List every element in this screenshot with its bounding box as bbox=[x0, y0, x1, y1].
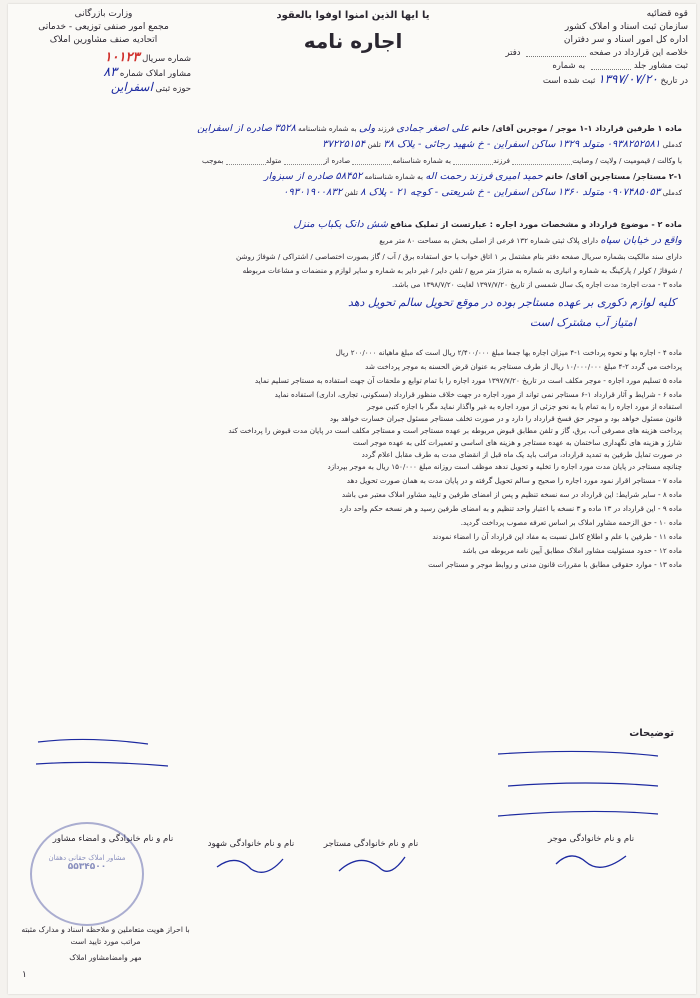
article-10-line: ماده ۱۰ - حق الزحمه مشاور املاک بر اساس تعرفه مصوب پرداخت گردید. bbox=[460, 518, 682, 527]
date-row: در تاریخ ۱۳۹۷/۰۷/۲۰ ثبت شده است bbox=[542, 72, 688, 86]
article-6-line-3: قانون مسئول خواهد بود و موجر حق فسخ قرارداد را دارد و در صورت تخلف مستاجر مسئول جبران خسارت خواهد بود bbox=[329, 414, 682, 423]
article-7-line: ماده ۷ - مستاجر اقرار نمود مورد اجاره را صحیح و سالم تحویل گرفته و در پایان مدت به همان صورت تحویل دهد bbox=[346, 476, 682, 485]
ministry-name: وزارت بازرگانی bbox=[74, 9, 133, 19]
district-value: اسفراین bbox=[110, 80, 153, 94]
article-6-line-4: پرداخت هزینه های مصرفی آب، برق، گاز و تلفن مطابق قبوض مربوطه بر عهده مستاجر است و مستاجر مکلف است در پایان مدت قبوض را پرداخت کند bbox=[228, 426, 682, 435]
article-1-line-1: ماده ۱ طرفین قرارداد ۱-۱ موجر / موجرین آقای/ خانم علی اصغر جمادی فرزند ولی به شماره شناسنامه ۳۵۲۸ صادره از اسفراین bbox=[197, 124, 682, 133]
article-6-line-6: در صورت تمایل طرفین به تمدید قرارداد، مراتب باید یک ماه قبل از انقضای مدت به طرف مقابل اعلام گردد bbox=[361, 450, 682, 459]
article-2-line-4: / شوفاژ / کولر / پارکینگ به شماره و انباری به شماره به متراژ متر مربع / تلفن دایر / غیر دایر به شماره و سایر لوازم و منضمات و مشاعات مربوطه bbox=[242, 266, 682, 275]
registration-date: ۱۳۹۷/۰۷/۲۰ bbox=[598, 72, 658, 86]
header-right bbox=[438, 8, 688, 88]
header-center bbox=[248, 10, 458, 53]
agent-signature-box: نام و نام خانوادگی و امضاء مشاور bbox=[52, 834, 174, 844]
article-8-line: ماده ۸ - سایر شرایط: این قرارداد در سه نسخه تنظیم و پس از امضای طرفین و تایید مشاور املاک معتبر می باشد bbox=[341, 490, 682, 499]
district-row: حوزه ثبتی اسفراین bbox=[110, 80, 191, 94]
consultant-value: ۸۳ bbox=[103, 65, 118, 80]
tenant-signature-box: نام و نام خانوادگی مستاجر bbox=[296, 839, 446, 882]
article-1-line-3: با وکالت / قیمومیت / ولایت / وصایت فرزند به شماره شناسنامه صادره از متولد بموجب bbox=[202, 156, 682, 165]
article-1-line-5: کدملی ۰۹۰۷۴۸۵۰۵۳ متولد ۱۳۶۰ ساکن اسفراین - خ شریعتی - کوچه ۲۱ - پلاک ۸ تلفن ۰۹۳۰۱۹۰۰۸۳۲ bbox=[283, 188, 682, 197]
reg-row: ثبت مشاور جلد به شماره bbox=[552, 61, 688, 71]
union-name: اتحادیه صنف مشاورین املاک bbox=[49, 35, 158, 45]
article-5-line: ماده ۵ تسلیم مورد اجاره - موجر مکلف است در تاریخ ۱۳۹۷/۷/۲۰ مورد اجاره را با تمام توابع و ملحقات آن جهت استفاده به مستاجر تسلیم نماید bbox=[254, 376, 682, 385]
article-9-line: ماده ۹ - این قرارداد در ۱۳ ماده و ۳ نسخه با اعتبار واحد تنظیم و به امضای طرفین رسید و هر نسخه حکم واحد دارد bbox=[339, 504, 682, 513]
agency-stamp: مشاور املاک حقانی دهقان ۵۵۳۴۵۰۰ bbox=[30, 822, 144, 926]
quran-verse: یا ایها الذین امنوا اوفوا بالعقود bbox=[276, 10, 430, 21]
article-1-line-4: ۲-۱ مستاجر/ مستاجرین آقای/ خانم حمید امیری فرزند رحمت اله به شماره شناسنامه ۵۸۴۵۲ صادره از سبزوار bbox=[263, 172, 682, 181]
landlord-signature-box: نام و نام خانوادگی موجر bbox=[516, 834, 666, 877]
article-13-line: ماده ۱۳ - موارد حقوقی مطابق با مقررات قانون مدنی و روابط موجر و مستاجر است bbox=[428, 560, 682, 569]
summary-row: خلاصه این قرارداد در صفحه دفتر bbox=[505, 48, 688, 58]
article-6-line-2: استفاده از مورد اجاره را به تمام یا به نحو جزئی از مورد اجاره به غیر واگذار نماید مگر با اجازه کتبی موجر bbox=[367, 402, 682, 411]
registry-dept: اداره کل امور اسناد و سر دفتران bbox=[563, 35, 688, 45]
notes-label: توضیحات bbox=[629, 728, 674, 739]
landlord-name: علی اصغر جمادی bbox=[396, 124, 470, 133]
tenant-name: حمید امیری bbox=[494, 172, 543, 181]
agent-footer-note-2: مراتب مورد تایید است bbox=[70, 937, 141, 946]
agent-footer-note-3: مهر وامضامشاور املاک bbox=[69, 953, 142, 962]
page-title: اجاره نامه bbox=[303, 29, 403, 53]
article-6-line-1: ماده ۶ - شرایط و آثار قرارداد ۱-۶ مستاجر نمی تواند از مورد اجاره در جهت خلاف منظور قرارداد (مسکونی، تجاری، اداری) استفاده نماید bbox=[274, 390, 682, 399]
judiciary-name: قوه قضائیه bbox=[646, 9, 688, 19]
article-12-line: ماده ۱۲ - حدود مسئولیت مشاور املاک مطابق آیین نامه مربوطه می باشد bbox=[462, 546, 682, 555]
article-6-line-5: شارژ و هزینه های نگهداری ساختمان به عهده مستاجر و هزینه های اساسی و تعمیرات کلی به عهده موجر است bbox=[353, 438, 682, 447]
article-2-line-2: واقع در خیابان سپاه دارای پلاک ثبتی شماره ۱۳۲ فرعی از اصلی بخش به مساحت ۸۰ متر مربع bbox=[379, 236, 682, 245]
handwritten-note-2: امتیاز آب مشترک است bbox=[529, 316, 636, 329]
article-1-line-2: کدملی ۰۹۳۸۲۵۲۵۸۱ متولد ۱۳۲۹ ساکن اسفراین - خ شهید رجائی - پلاک ۳۸ تلفن ۳۷۲۲۵۱۵۴ bbox=[322, 140, 682, 149]
landlord-signature bbox=[551, 844, 631, 874]
registry-org: سازمان ثبت اسناد و املاک کشور bbox=[564, 22, 688, 32]
serial-value: ۱۰۱۲۳ bbox=[104, 50, 140, 65]
tenant-signature bbox=[331, 849, 411, 879]
agent-footer-note-1: با احراز هویت متعاملین و ملاحظه اسناد و مدارک مثبته bbox=[21, 925, 190, 934]
witness-signature bbox=[211, 849, 291, 879]
serial-row: شماره سریال ۱۰۱۲۳ bbox=[104, 50, 191, 65]
article-2-line-3: دارای سند مالکیت بشماره سریال صفحه دفتر بنام مشتمل بر ۱ اتاق خواب با حق استفاده برق / آب / گاز بصورت اختصاصی / اشتراکی / شوفاژ روشن bbox=[236, 252, 682, 261]
notes-strike-marks bbox=[28, 734, 678, 824]
page-number: ۱ bbox=[22, 970, 27, 980]
witness-signature-box: نام و نام خانوادگی شهود bbox=[176, 839, 326, 882]
consultant-row: مشاور املاک شماره ۸۳ bbox=[103, 65, 191, 80]
article-4-line-1: ماده ۴ - اجاره بها و نحوه پرداخت ۱-۴ میزان اجاره بها جمعا مبلغ ۲/۴۰۰/۰۰۰ ریال است که مبلغ ماهیانه ۲۰۰/۰۰۰ ریال bbox=[335, 348, 682, 357]
handwritten-note-1: کلیه لوازم دکوری بر عهده مستاجر بوده در موقع تحویل سالم تحویل دهد bbox=[347, 296, 676, 309]
article-2-line-1: ماده ۲ - موضوع قرارداد و مشخصات مورد اجاره : عبارتست از تملیک منافع شش دانگ یکباب منزل bbox=[293, 220, 682, 229]
article-11-line: ماده ۱۱ - طرفین با علم و اطلاع کامل نسبت به مفاد این قرارداد آن را امضاء نمودند bbox=[432, 532, 682, 541]
article-4-line-2: پرداخت می گردد ۲-۴ مبلغ ۱۰/۰۰۰/۰۰۰ ریال از طرف مستاجر به عنوان قرض الحسنه به موجر پرداخت شد bbox=[365, 362, 682, 371]
assembly-name: مجمع امور صنفی توزیعی - خدماتی bbox=[38, 22, 169, 32]
article-6-line-7: چنانچه مستاجر در پایان مدت مورد اجاره را تخلیه و تحویل ندهد موظف است روزانه مبلغ ۱۵۰/۰۰۰ ریال به موجر بپردازد bbox=[327, 462, 682, 471]
header-left bbox=[16, 8, 191, 96]
contract-page bbox=[8, 4, 696, 994]
article-3-line: ماده ۳ - مدت اجاره: مدت اجاره یک سال شمسی از تاریخ ۱۳۹۷/۷/۲۰ لغایت ۱۳۹۸/۷/۲۰ می باشد. bbox=[392, 280, 682, 289]
